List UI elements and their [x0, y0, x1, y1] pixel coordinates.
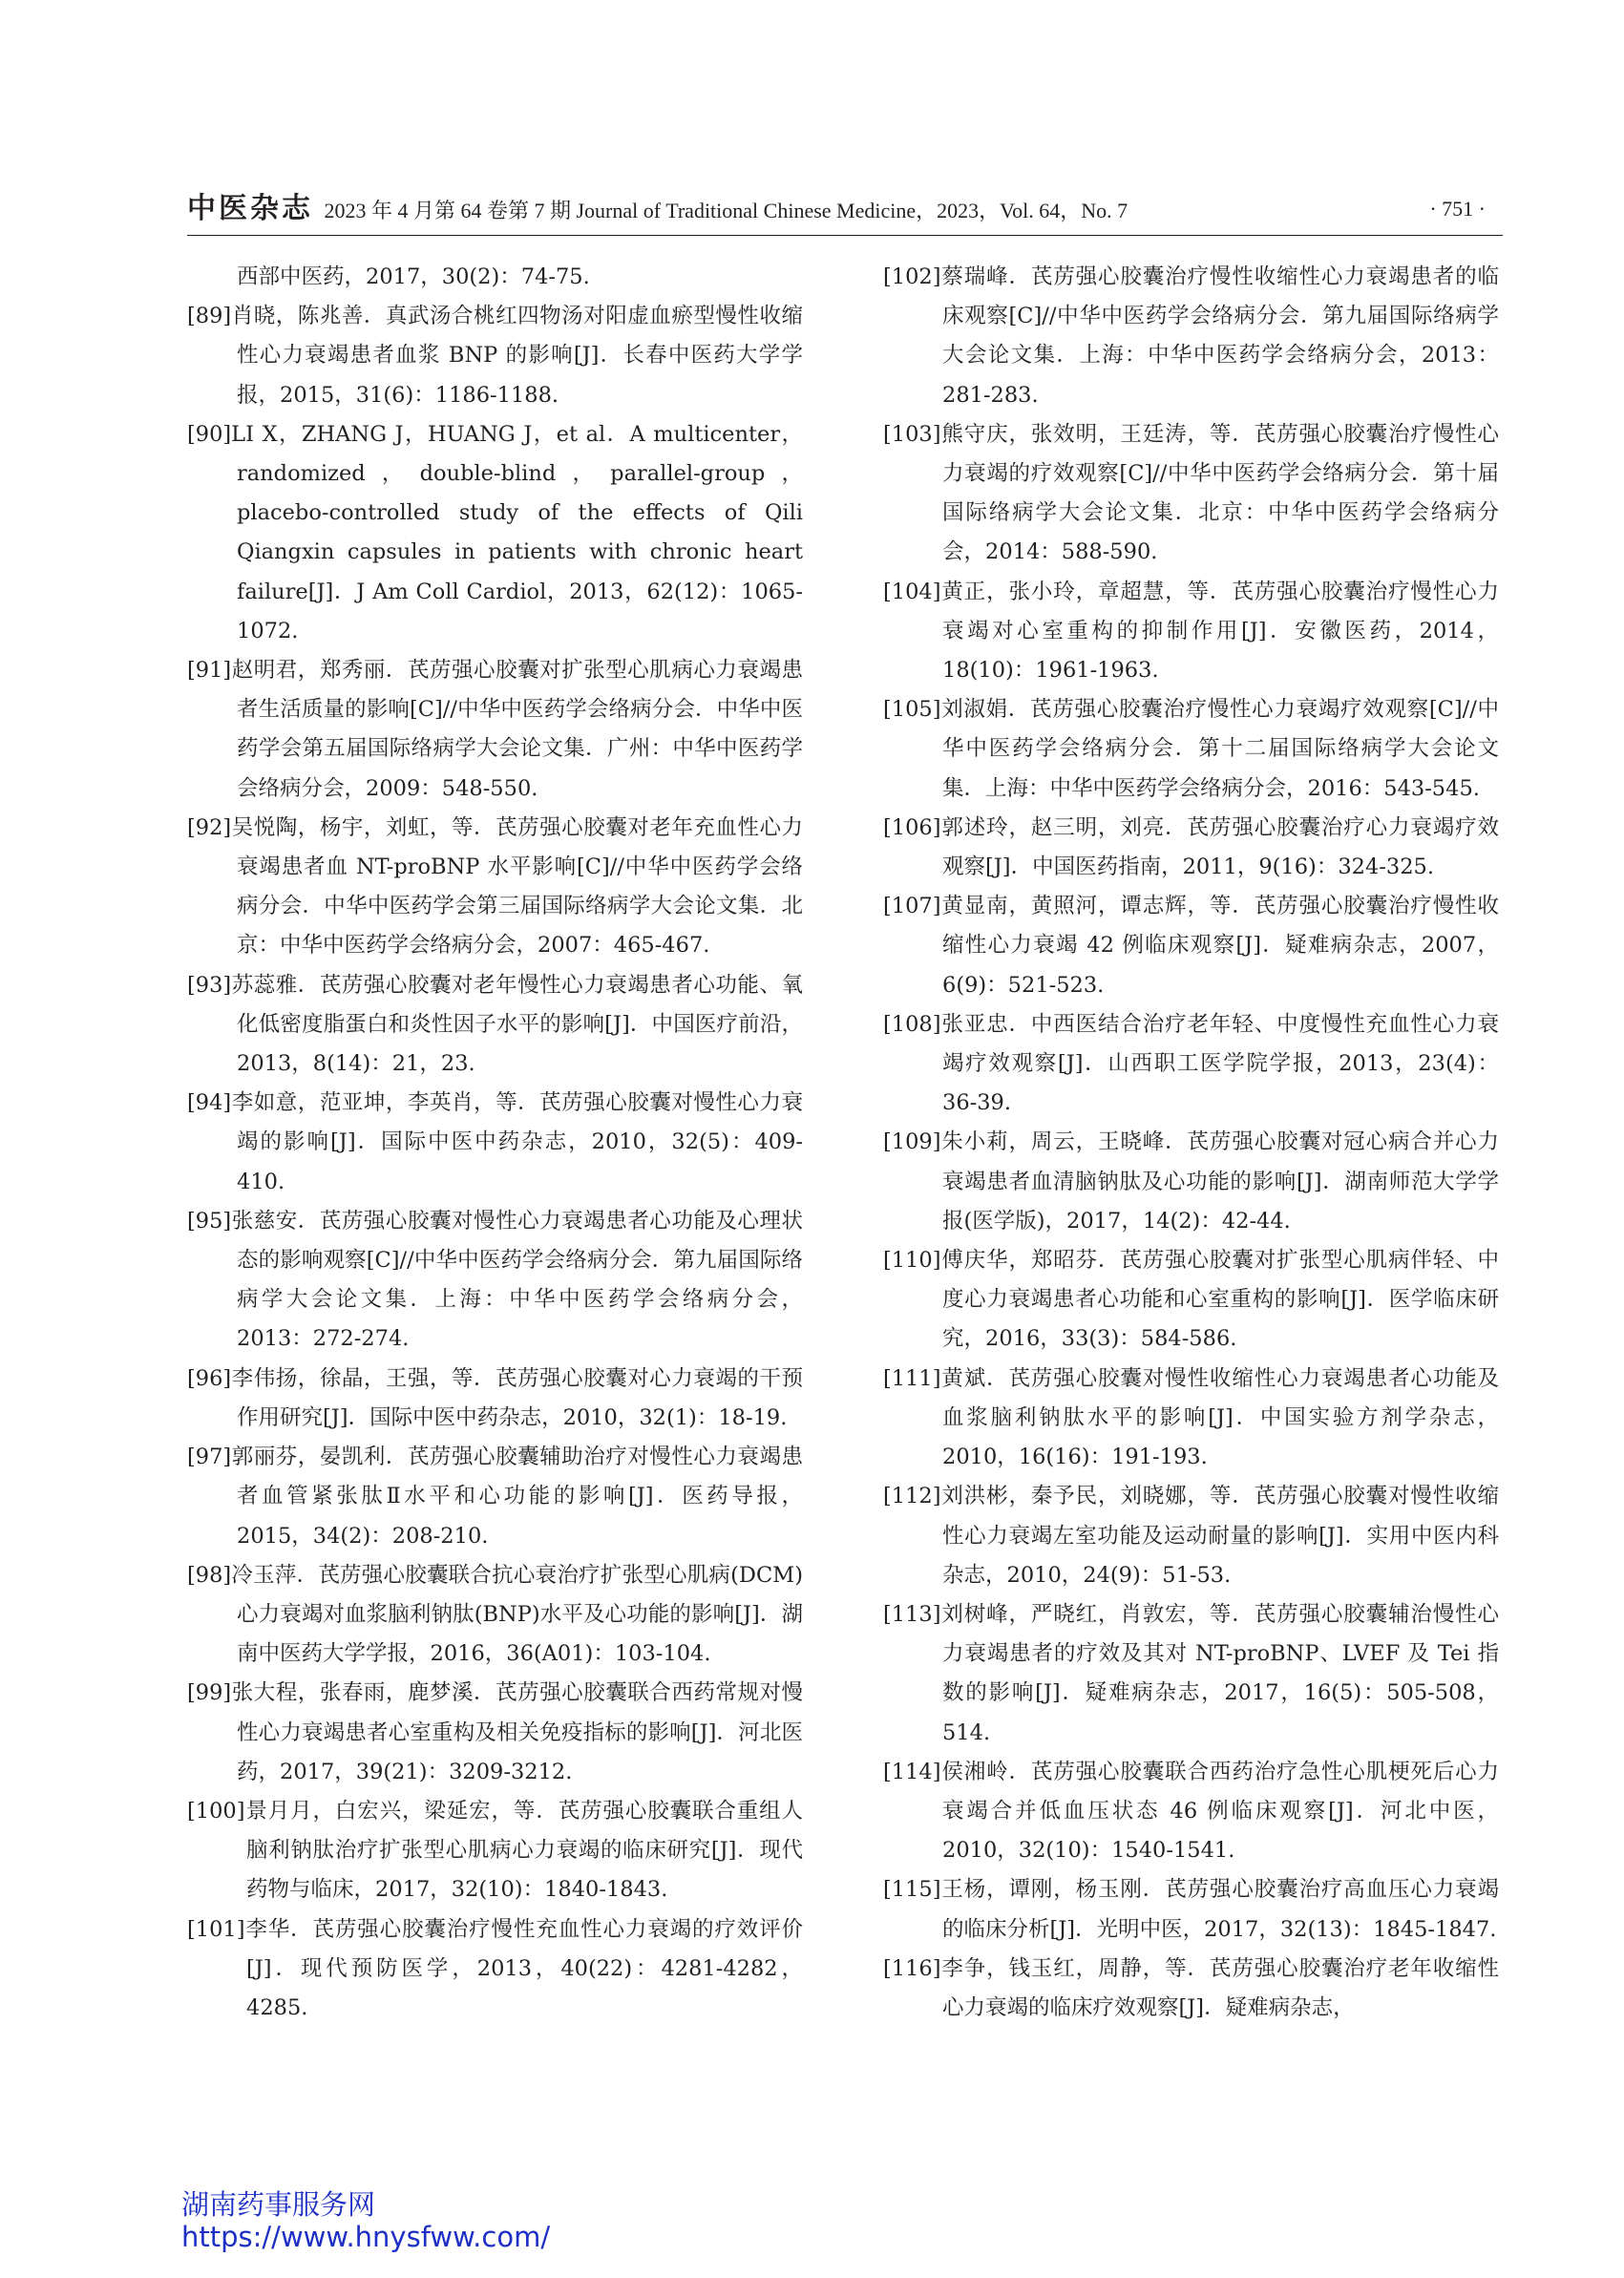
reference-item: [97]郭丽芬，晏凯利．芪苈强心胶囊辅助治疗对慢性心力衰竭患者血管紧张肽Ⅱ水平和心功能的影响[J]．医药导报，2015，34(2)：208-210.: [187, 1445, 803, 1549]
reference-item: [103]熊守庆，张效明，王廷涛，等．芪苈强心胶囊治疗慢性心力衰竭的疗效观察[C]//中华中医药学会络病分会．第十届国际络病学大会论文集．北京：中华中医药学会络病分会，2014：588-590.: [883, 421, 1499, 565]
site-url-link[interactable]: https://www.hnysfww.com/: [181, 2221, 551, 2253]
reference-item: [93]苏蕊雅．芪苈强心胶囊对老年慢性心力衰竭患者心功能、氧化低密度脂蛋白和炎性因子水平的影响[J]．中国医疗前沿，2013，8(14)：21，23.: [187, 972, 803, 1077]
reference-item: [90]LI X，ZHANG J，HUANG J，et al．A multicenter，randomized，double-blind，parallel-group，placebo-controlled study of the effects of Qili Qiangxin capsules in patients with chronic heart failure[J]．J Am Coll Cardiol，2013，62(12)：1065-1072.: [187, 421, 803, 643]
header-divider: [187, 235, 1503, 236]
reference-item: [114]侯湘岭．芪苈强心胶囊联合西药治疗急性心肌梗死后心力衰竭合并低血压状态 46 例临床观察[J]．河北中医，2010，32(10)：1540-1541.: [883, 1759, 1499, 1864]
reference-item: [104]黄正，张小玲，章超慧，等．芪苈强心胶囊治疗慢性心力衰竭对心室重构的抑制作用[J]．安徽医药，2014，18(10)：1961-1963.: [883, 579, 1499, 684]
watermark-footer: [181, 2188, 550, 2253]
reference-item: [98]冷玉萍．芪苈强心胶囊联合抗心衰治疗扩张型心肌病(DCM)心力衰竭对血浆脑利钠肽(BNP)水平及心功能的影响[J]．湖南中医药大学学报，2016，36(A01)：103-104.: [187, 1562, 803, 1667]
reference-item: [109]朱小莉，周云，王晓峰．芪苈强心胶囊对冠心病合并心力衰竭患者血清脑钠肽及心功能的影响[J]．湖南师范大学学报(医学版)，2017，14(2)：42-44.: [883, 1129, 1499, 1234]
reference-column-left: [187, 258, 803, 2028]
reference-item: [91]赵明君，郑秀丽．芪苈强心胶囊对扩张型心肌病心力衰竭患者生活质量的影响[C]//中华中医药学会络病分会．中华中医药学会第五届国际络病学大会论文集．广州：中华中医药学会络病分会，2009：548-550.: [187, 658, 803, 801]
reference-item: [94]李如意，范亚坤，李英肖，等．芪苈强心胶囊对慢性心力衰竭的影响[J]．国际中医中药杂志，2010，32(5)：409-410.: [187, 1090, 803, 1194]
journal-logo: 中医杂志: [187, 193, 313, 224]
reference-item: [108]张亚忠．中西医结合治疗老年轻、中度慢性充血性心力衰竭疗效观察[J]．山西职工医学院学报，2013，23(4)：36-39.: [883, 1011, 1499, 1116]
reference-item: [102]蔡瑞峰．芪苈强心胶囊治疗慢性收缩性心力衰竭患者的临床观察[C]//中华中医药学会络病分会．第九届国际络病学大会论文集．上海：中华中医药学会络病分会，2013：281-283.: [883, 264, 1499, 408]
reference-item: [115]王杨，谭刚，杨玉刚．芪苈强心胶囊治疗高血压心力衰竭的临床分析[J]．光明中医，2017，32(13)：1845-1847.: [883, 1877, 1499, 1942]
reference-item: [106]郭述玲，赵三明，刘亮．芪苈强心胶囊治疗心力衰竭疗效观察[J]．中国医药指南，2011，9(16)：324-325.: [883, 814, 1499, 880]
running-header: [187, 189, 1503, 229]
reference-item: [96]李伟扬，徐晶，王强，等．芪苈强心胶囊对心力衰竭的干预作用研究[J]．国际中医中药杂志，2010，32(1)：18-19.: [187, 1365, 803, 1430]
reference-item: [92]吴悦陶，杨宇，刘虹，等．芪苈强心胶囊对老年充血性心力衰竭患者血 NT-proBNP 水平影响[C]//中华中医药学会络病分会．中华中医药学会第三届国际络病学大会论文集．北京：中华中医药学会络病分会，2007：465-467.: [187, 814, 803, 959]
reference-item: [105]刘淑娟．芪苈强心胶囊治疗慢性心力衰竭疗效观察[C]//中华中医药学会络病分会．第十二届国际络病学大会论文集．上海：中华中医药学会络病分会，2016：543-545.: [883, 697, 1499, 801]
reference-item: [110]傅庆华，郑昭芬．芪苈强心胶囊对扩张型心肌病伴轻、中度心力衰竭患者心功能和心室重构的影响[J]．医学临床研究，2016，33(3)：584-586.: [883, 1248, 1499, 1352]
reference-item: [113]刘树峰，严晓红，肖敦宏，等．芪苈强心胶囊辅治慢性心力衰竭患者的疗效及其对 NT-proBNP、LVEF 及 Tei 指数的影响[J]．疑难病杂志，2017，16(5)：505-508，514.: [883, 1601, 1499, 1745]
reference-item: [116]李争，钱玉红，周静，等．芪苈强心胶囊治疗老年收缩性心力衰竭的临床疗效观察[J]．疑难病杂志，: [883, 1955, 1499, 2020]
reference-item: [107]黄显南，黄照河，谭志辉，等．芪苈强心胶囊治疗慢性收缩性心力衰竭 42 例临床观察[J]．疑难病杂志，2007，6(9)：521-523.: [883, 894, 1499, 998]
page-number: · 751 ·: [1429, 197, 1486, 221]
journal-citation-line: 2023 年 4 月第 64 卷第 7 期 Journal of Traditional Chinese Medicine，2023，Vol. 64，No. 7: [324, 199, 1128, 222]
reference-item: [101]李华．芪苈强心胶囊治疗慢性充血性心力衰竭的疗效评价[J]．现代预防医学，2013，40(22)：4281-4282，4285.: [187, 1916, 803, 2020]
reference-item: [99]张大程，张春雨，鹿梦溪．芪苈强心胶囊联合西药常规对慢性心力衰竭患者心室重构及相关免疫指标的影响[J]．河北医药，2017，39(21)：3209-3212.: [187, 1680, 803, 1784]
reference-item: [100]景月月，白宏兴，梁延宏，等．芪苈强心胶囊联合重组人脑利钠肽治疗扩张型心肌病心力衰竭的临床研究[J]．现代药物与临床，2017，32(10)：1840-1843.: [187, 1798, 803, 1903]
site-name: 湖南药事服务网: [181, 2188, 376, 2221]
reference-column-right: [883, 258, 1499, 2028]
reference-item: [111]黄斌．芪苈强心胶囊对慢性收缩性心力衰竭患者心功能及血浆脑利钠肽水平的影响[J]．中国实验方剂学杂志，2010，16(16)：191-193.: [883, 1365, 1499, 1470]
reference-item: 西部中医药，2017，30(2)：74-75.: [237, 264, 590, 289]
reference-item: [89]肖晓，陈兆善．真武汤合桃红四物汤对阳虚血瘀型慢性收缩性心力衰竭患者血浆 BNP 的影响[J]．长春中医药大学学报，2015，31(6)：1186-1188.: [187, 304, 803, 408]
reference-item: [112]刘洪彬，秦予民，刘晓娜，等．芪苈强心胶囊对慢性收缩性心力衰竭左室功能及运动耐量的影响[J]．实用中医内科杂志，2010，24(9)：51-53.: [883, 1484, 1499, 1588]
reference-item: [95]张慈安．芪苈强心胶囊对慢性心力衰竭患者心功能及心理状态的影响观察[C]//中华中医药学会络病分会．第九届国际络病学大会论文集．上海：中华中医药学会络病分会，2013：272-274.: [187, 1208, 803, 1352]
